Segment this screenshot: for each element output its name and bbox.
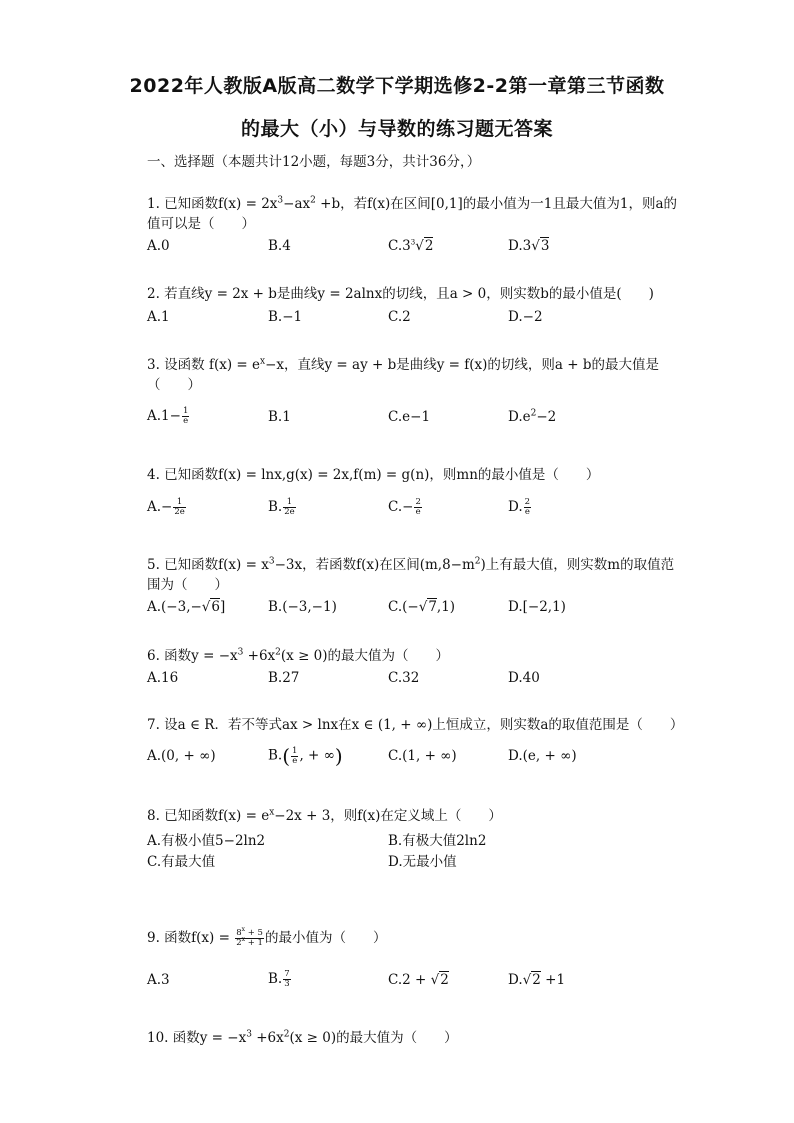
q9-option-a[interactable]: A.3 — [147, 972, 170, 988]
q4-option-b[interactable]: B. $\frac{1}{2e}$ — [268, 497, 295, 517]
q3-option-c[interactable]: C.e−1 — [388, 409, 431, 425]
q8-option-c[interactable]: C.有最大值 — [147, 854, 216, 870]
q1-option-d[interactable]: D.3√3 — [508, 238, 550, 254]
section-header: 一、选择题（本题共计12小题，每题3分，共计36分，） — [147, 154, 481, 170]
q4-option-c[interactable]: C.− $\frac{2}{e}$ — [388, 497, 421, 517]
q7-option-d[interactable]: D.(e, + ∞) — [508, 748, 577, 764]
q3-option-b[interactable]: B.1 — [268, 409, 291, 425]
question-4: 4. 已知函数f(x) = lnx,g(x) = 2x,f(m) = g(n)，则mn的最小值是（ ） — [147, 467, 600, 483]
q6-option-b[interactable]: B.27 — [268, 670, 300, 686]
q9-option-b[interactable]: B. $\frac{7}{3}$ — [268, 969, 290, 989]
q8-option-d[interactable]: D.无最小值 — [388, 854, 457, 870]
question-5: 5. 已知函数$f(x) = x^3-3x$，若函数f(x)在区间$(m,8-m^2)$上有最大值，则实数m的取值范围为（ ） — [147, 556, 675, 593]
question-1: 1. 已知函数$f(x) = 2x^3-ax^2 +b$，若f(x)在区间[0,1]的最小值为一1且最大值为1，则a的值可以是（ ） — [147, 195, 677, 232]
q4-option-a[interactable]: A.− $\frac{1}{2e}$ — [147, 497, 185, 517]
question-2: 2. 若直线y = 2x + b是曲线y = 2alnx的切线，且a > 0，则实数b的最小值是( ) — [147, 286, 654, 302]
q7-option-c[interactable]: C.(1, + ∞) — [388, 748, 457, 764]
q9-option-c[interactable]: C.2 + √2 — [388, 972, 449, 988]
q1-option-b[interactable]: B.4 — [268, 238, 291, 254]
q5-option-d[interactable]: D.[−2,1) — [508, 599, 566, 615]
q3-option-a[interactable]: A.1− $\frac{1}{e}$ — [147, 406, 189, 426]
q1-option-c[interactable]: $C.3^3√2$ — [388, 238, 434, 254]
q8-option-b[interactable]: B.有极大值2ln2 — [388, 833, 487, 849]
question-7: 7. 设a ∈ R．若不等式ax > lnx在x ∈ (1, + ∞)上恒成立，则实数a的取值范围是（ ） — [147, 717, 684, 733]
doc-title-line-2: 的最大（小）与导数的练习题无答案 — [240, 118, 553, 140]
question-8: 8. 已知函数$f(x) = e^x-2x + 3$，则f(x)在定义域上（ ） — [147, 807, 502, 824]
q2-option-a[interactable]: A.1 — [147, 309, 170, 325]
q9-option-d[interactable]: D.√2 +1 — [508, 972, 566, 988]
q7-option-b[interactable]: B.( $\frac{1}{e}$ , + ∞) — [268, 744, 343, 768]
question-10: 10. 函数$y = -x^3 +6x^2(x \ge 0)$的最大值为（ ） — [147, 1029, 458, 1046]
q6-option-c[interactable]: C.32 — [388, 670, 420, 686]
q1-option-a[interactable]: A.0 — [147, 238, 170, 254]
q2-option-b[interactable]: B.−1 — [268, 309, 303, 325]
q2-option-d[interactable]: D.−2 — [508, 309, 543, 325]
q7-option-a[interactable]: A.(0, + ∞) — [147, 748, 216, 764]
q5-option-c[interactable]: C.(−√7,1) — [388, 599, 456, 615]
question-6: 6. 函数$y = -x^3 +6x^2(x \ge 0)$的最大值为（ ） — [147, 647, 450, 664]
q6-option-d[interactable]: D.40 — [508, 670, 540, 686]
q5-option-b[interactable]: B.(−3,−1) — [268, 599, 337, 615]
q5-option-a[interactable]: A.(−3,−√6] — [147, 599, 226, 615]
q3-option-d[interactable]: $D.e^2-2$ — [508, 408, 557, 425]
q2-option-c[interactable]: C.2 — [388, 309, 411, 325]
question-9: 9. 函数f(x) = $\frac{8^x + 5}{2^x + 1}$ 的最小值为（ ） — [147, 926, 387, 948]
doc-title-line-1: 2022年人教版A版高二数学下学期选修2-2第一章第三节函数 — [129, 75, 665, 97]
question-3: 3. 设函数 $f(x) = e^x-x$，直线y = ay + b是曲线y = f(x)的切线，则a + b的最大值是（ ） — [147, 356, 659, 393]
q6-option-a[interactable]: A.16 — [147, 670, 179, 686]
q4-option-d[interactable]: D. $\frac{2}{e}$ — [508, 497, 531, 517]
q8-option-a[interactable]: A.有极小值5−2ln2 — [147, 833, 266, 849]
